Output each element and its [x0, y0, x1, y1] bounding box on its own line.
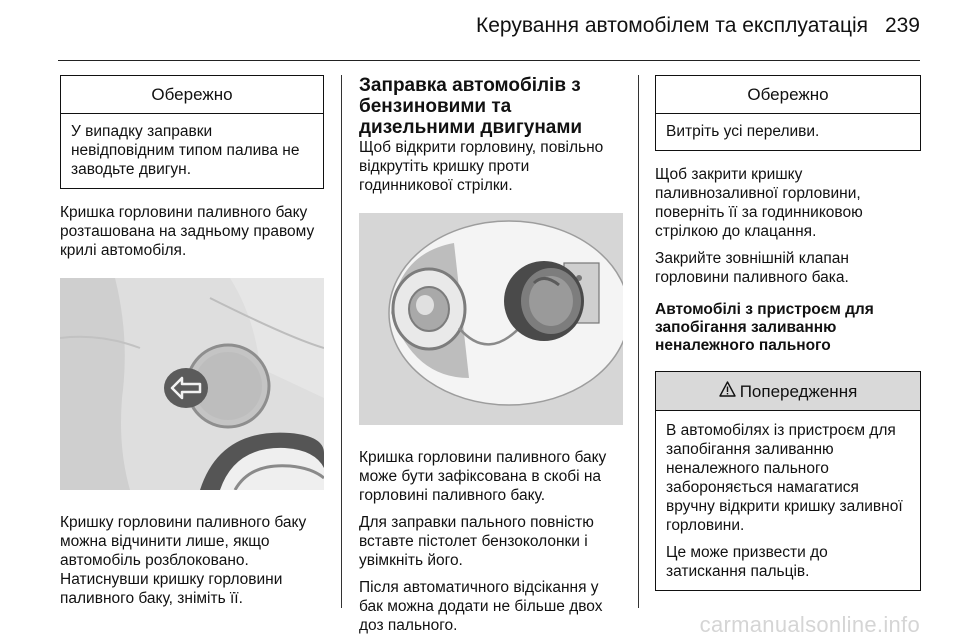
- refuel-text: Для заправки пального повністю вставте пістолет бензоколонки і увімкніть його.: [359, 514, 594, 569]
- open-instruction-text: Щоб відкрити горловину, повільно відкрутіть кришку проти годинникової стрілки.: [359, 139, 604, 194]
- section-heading: Заправка автомобілів з бензиновими та дизельними двигунами: [359, 75, 583, 138]
- caution-text: Витріть усі переливи.: [666, 123, 820, 140]
- caution-text: У випадку заправки невідповідним типом палива не заводьте двигун.: [71, 123, 300, 178]
- warning-box: [655, 371, 921, 591]
- auto-cutoff-text: Після автоматичного відсікання у бак можна додати не більше двох доз пального.: [359, 579, 603, 634]
- warning-text: В автомобілях із пристроєм для запобігання заливанню неналежного пального забороняється намагатися вручну відкрити кришку заливної горловини.: [666, 422, 903, 534]
- misfuel-subheading: Автомобілі з пристроєм для запобігання заливанню неналежного пального: [655, 301, 874, 354]
- column-middle: [359, 75, 623, 643]
- close-instruction-text: Щоб закрити кришку паливнозаливної горловини, поверніть її за годинниковою стрілкою до клацання.: [655, 166, 863, 240]
- cap-holder-text: Кришка горловини паливного баку може бути зафіксована в скобі на горловині паливного баку.: [359, 449, 607, 504]
- caution-heading: Обережно: [61, 76, 323, 114]
- warning-heading: [656, 372, 920, 411]
- caution-box: [655, 75, 921, 151]
- warning-triangle-icon: [719, 381, 736, 397]
- arrow-left-icon: [164, 368, 208, 408]
- column-left: [60, 75, 324, 616]
- watermark: carmanualsonline.info: [699, 612, 920, 637]
- warning-heading-label: Попередження: [739, 382, 858, 401]
- warning-consequence-text: Це може призвести до затискання пальців.: [666, 544, 828, 580]
- fuel-door-figure: [60, 278, 324, 490]
- caution-heading: Обережно: [656, 76, 920, 114]
- page-number: 239: [884, 14, 920, 37]
- page-header-title: Керування автомобілем та експлуатація: [476, 14, 869, 37]
- fuel-cap-open-text: Кришку горловини паливного баку можна відчинити лише, якщо автомобіль розблоковано. Натиснувши кришку горловини паливного баку, зніміть її.: [60, 514, 307, 607]
- header-rule: [58, 60, 920, 61]
- caution-box: [60, 75, 324, 189]
- column-divider: [638, 75, 639, 608]
- close-flap-text: Закрийте зовнішній клапан горловини паливного бака.: [655, 250, 849, 286]
- column-right: [655, 75, 921, 605]
- column-divider: [341, 75, 342, 608]
- fuel-cap-figure: [359, 213, 623, 425]
- fuel-cap-location-text: Кришка горловини паливного баку розташована на задньому правому крилі автомобіля.: [60, 204, 315, 259]
